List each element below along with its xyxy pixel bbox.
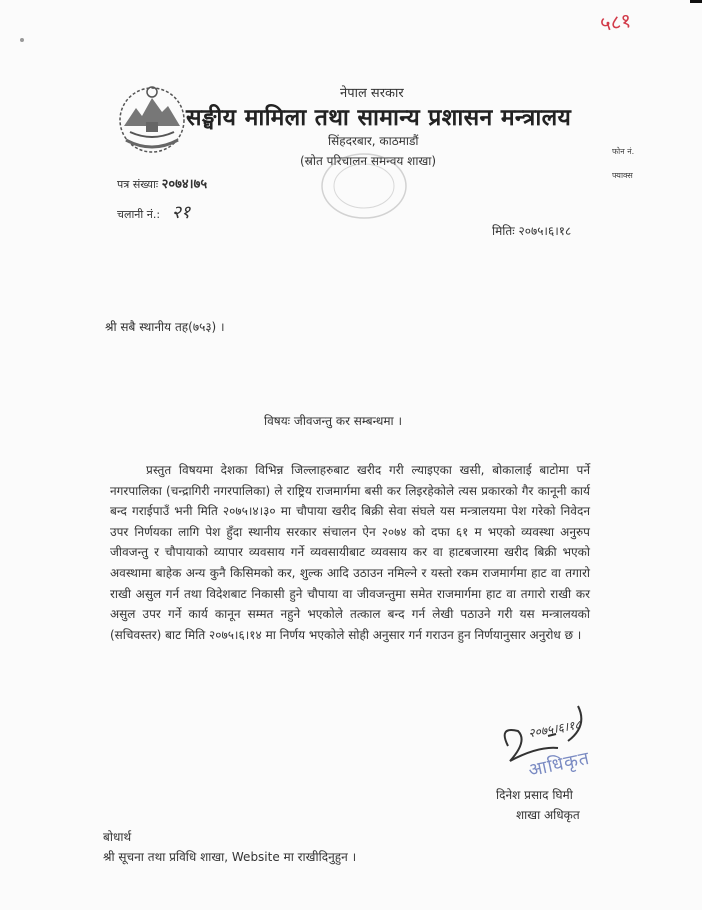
- handwritten-sign-date: २०७५।६।१८: [527, 717, 582, 741]
- government-name: नेपाल सरकार: [340, 86, 404, 101]
- ministry-name: सङ्घीय मामिला तथा सामान्य प्रशासन मन्त्रालय: [186, 105, 572, 131]
- recipient: श्री सबै स्थानीय तह(७५३) ।: [105, 320, 225, 334]
- letter-date: मितिः २०७५।६।१८: [492, 224, 572, 238]
- phone-label: फोन नं.: [612, 147, 635, 156]
- dispatch-label: चलानी नं.:: [117, 208, 161, 221]
- cc-recipient: श्री सूचना तथा प्रविधि शाखा, Website मा राखीदिनुहुन ।: [103, 850, 357, 864]
- ministry-address: सिंहदरबार, काठमाडौं: [328, 134, 419, 148]
- scan-edge-mark: [690, 0, 702, 3]
- branch-name: (स्रोत परिचालन समन्वय शाखा): [300, 154, 437, 168]
- scan-dot: [20, 38, 24, 42]
- faint-seal-icon: [318, 150, 410, 222]
- nepal-emblem-icon: [112, 82, 192, 154]
- cc-label: बोधार्थ: [103, 830, 132, 844]
- letter-number: [117, 174, 207, 192]
- signer-designation: शाखा अधिकृत: [516, 808, 580, 822]
- letter-body: प्रस्तुत विषयमा देशका विभिन्न जिल्लाहरुबाट खरीद गरी ल्याइएका खसी, बोकालाई बाटोमा पर्ने नगरपालिका (चन्द्रागिरी नगरपालिका) ले राष्ट्रिय राजमार्गमा बसी कर लिइरहेकोले त्यस प्रकारको गैर कानूनी कार्य बन्द गराईपाउँ भनी मिति २०७५।४।३० मा चौपाया खरीद बिक्री सेवा संघले यस मन्त्रालयमा पेश गरेको निवेदन उपर निर्णयका लागि पेश हुँदा स्थानीय सरकार संचालन ऐन २०७४ को दफा ६१ म भएको व्यवस्था अनुरुप जीवजन्तु र चौपायाको व्यापार व्यवसाय गर्ने व्यवसायीबाट व्यवसाय कर वा हाटबजारमा खरीद बिक्री भएको अवस्थामा बाहेक अन्य कुनै किसिमको कर, शुल्क आदि उठाउन नमिल्ने र यस्तो रकम राजमार्गमा हाट वा तगारो राखी असुल गर्न तथा विदेशबाट निकासी हुने चौपाया वा जीवजन्तुमा समेत राजमार्गमा हाट वा तगारो राखी कर असुल उपर गर्ने कार्य कानून सम्मत नहुने भएकोले तत्काल बन्द गर्न लेखी पठाउने गरी यस मन्त्रालयको (सचिवस्तर) बाट मिति २०७५।६।१४ मा निर्णय भएकोले सोही अनुसार गर्न गराउन हुन निर्णयानुसार अनुरोध छ ।: [110, 463, 590, 642]
- handwritten-number: ५८१: [598, 7, 633, 37]
- signature-stamp: आधिकृत: [526, 747, 592, 782]
- dispatch-number: [117, 200, 190, 224]
- fax-label: फ्याक्स: [612, 171, 633, 180]
- letter-number-label: पत्र संख्याः: [117, 178, 159, 191]
- signer-name: दिनेश प्रसाद घिमी: [496, 788, 573, 802]
- dispatch-value: २१: [171, 202, 191, 223]
- letter-number-value: २०७४।७५: [161, 177, 208, 192]
- subject-line: विषयः जीवजन्तु कर सम्बन्धमा ।: [264, 414, 403, 428]
